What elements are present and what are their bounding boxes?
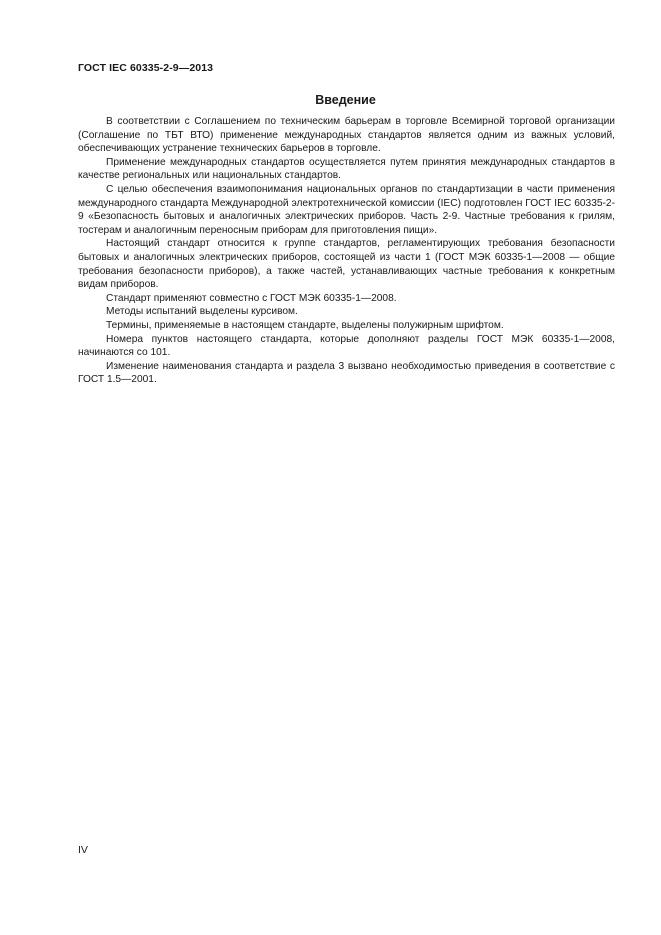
paragraph-5: Стандарт применяют совместно с ГОСТ МЭК 60335-1—2008. bbox=[106, 292, 397, 304]
paragraph-9: Изменение наименования стандарта и раздела 3 вызвано необходимостью приведения в соответствие с ГОСТ 1.5—2001. bbox=[78, 360, 615, 386]
section-title: Введение bbox=[315, 93, 376, 107]
paragraph-4: Настоящий стандарт относится к группе стандартов, регламентирующих требования безопасности бытовых и аналогичных электрических приборов, состоящей из части 1 (ГОСТ МЭК 60335-1—2008 — общие требования безопасности приборов), а также частей, устанавливающих частные требования к конкретным видам приборов. bbox=[78, 238, 615, 291]
paragraph-7: Термины, применяемые в настоящем стандарте, выделены полужирным шрифтом. bbox=[106, 319, 504, 331]
paragraph-8: Номера пунктов настоящего стандарта, которые дополняют разделы ГОСТ МЭК 60335-1—2008, начинаются со 101. bbox=[78, 333, 615, 359]
paragraph-3: С целью обеспечения взаимопонимания национальных органов по стандартизации в части применения международного стандарта Международной электротехнической комиссии (IEC) подготовлен ГОСТ IEC 60335-2-9 «Безопасность бытовых и аналогичных электрических приборов. Часть 2-9. Частные требования к грилям, тостерам и аналогичным переносным приборам для приготовления пищи». bbox=[78, 183, 615, 236]
paragraph-2: Применение международных стандартов осуществляется путем принятия международных стандартов в качестве региональных или национальных стандартов. bbox=[78, 156, 615, 182]
document-header: ГОСТ IEC 60335-2-9—2013 bbox=[78, 62, 214, 74]
document-body bbox=[78, 115, 615, 387]
paragraph-6: Методы испытаний выделены курсивом. bbox=[106, 306, 298, 318]
page-number: IV bbox=[78, 844, 88, 856]
paragraph-1: В соответствии с Соглашением по техническим барьерам в торговле Всемирной торговой организации (Соглашение по ТБТ ВТО) применение международных стандартов является одним из важных условий, обеспечивающих устранение технических барьеров в торговле. bbox=[78, 116, 615, 155]
